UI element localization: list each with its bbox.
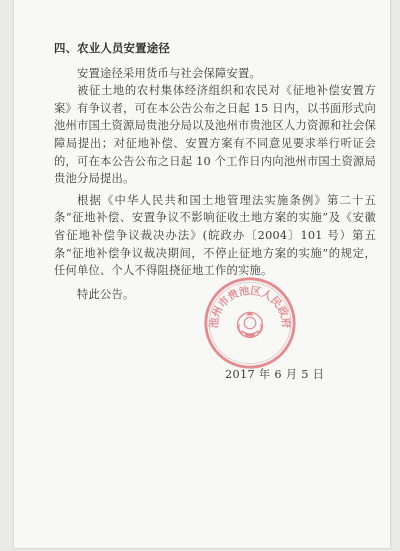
- official-seal-stamp: [202, 275, 298, 371]
- document-date: 2017 年 6 月 5 日: [225, 368, 325, 381]
- paragraph-legal-basis: 根据《中华人民共和国土地管理法实施条例》第二十五条“征地补偿、安置争议不影响征收土地方案的实施”及《安徽省征地补偿争议裁决办法》(皖政办〔2004〕101 号）第五条“征地补偿争议裁决期间，不停止征地方案的实施”的规定，任何单位、个人不得阻挠征地工作的实施。: [54, 193, 376, 278]
- document-page: [14, 0, 390, 548]
- seal-text: 池州市贵池区人民政府: [208, 284, 292, 329]
- seal-emblem-icon: [238, 311, 263, 337]
- paragraph-dispute: 被征土地的农村集体经济组织和农民对《征地补偿安置方案》有争议者，可在本公告公布之日起 15 日内，以书面形式向池州市国土资源局贵池分局以及池州市贵池区人力资源和社会保障局提出；对征地补偿、安置方案有不同意见要求举行听证会的，可在本公告公布之日起 10 个工作日内向池州市国土资源局贵池分局提出。: [54, 84, 376, 186]
- closing-text: 特此公告。: [77, 287, 135, 301]
- document-body: [54, 40, 376, 315]
- section-heading: 四、农业人员安置途径: [54, 41, 170, 55]
- paragraph-resettlement: 安置途径采用货币与社会保障安置。: [77, 66, 261, 80]
